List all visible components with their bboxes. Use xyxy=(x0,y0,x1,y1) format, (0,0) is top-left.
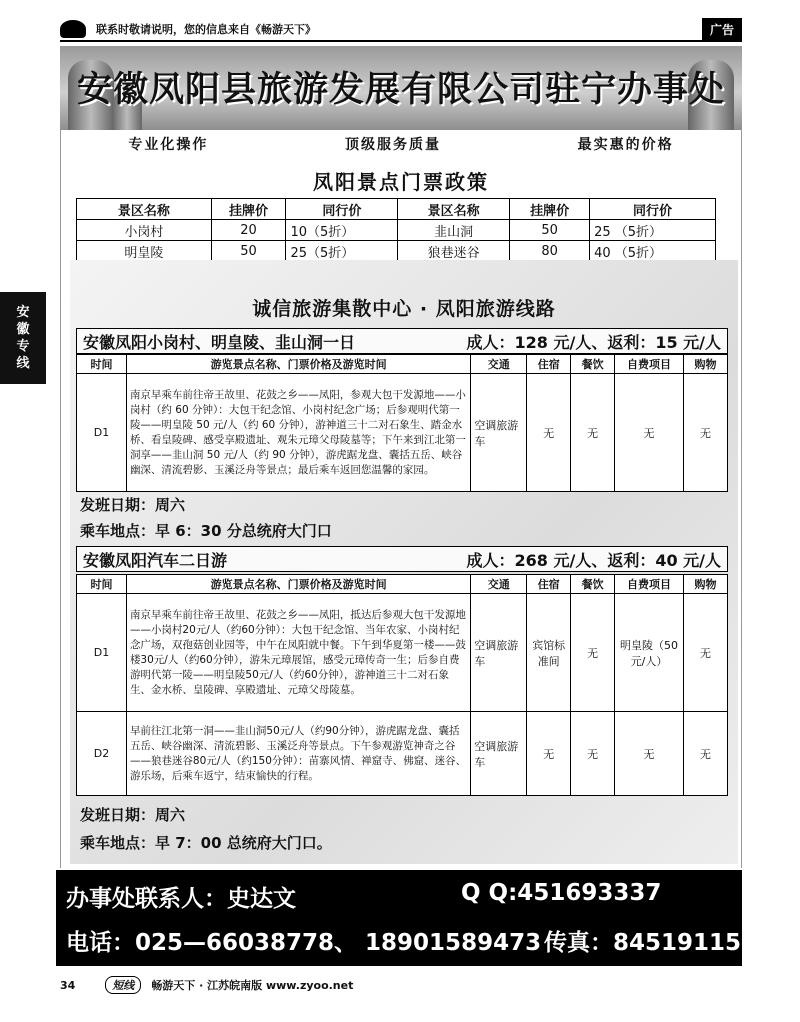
col-header: 同行价 xyxy=(286,199,398,220)
contact-row-2 xyxy=(66,924,742,957)
table-row xyxy=(77,374,728,492)
extra-cell: 无 xyxy=(615,712,684,796)
contact-row-1 xyxy=(66,880,732,913)
shopping-cell: 无 xyxy=(684,594,728,712)
col-header: 交通 xyxy=(471,355,527,374)
lodging-cell: 无 xyxy=(527,374,571,492)
table-cell: 50 xyxy=(510,220,590,241)
col-header: 挂牌价 xyxy=(211,199,286,220)
meals-cell: 无 xyxy=(571,374,615,492)
col-header: 景区名称 xyxy=(398,199,510,220)
contact-phone: 电话：025—66038778、 18901589473 xyxy=(66,930,542,956)
table-cell: 狼巷迷谷 xyxy=(398,241,510,262)
col-header: 游览景点名称、门票价格及游览时间 xyxy=(126,355,470,374)
table-header-row xyxy=(77,575,728,594)
table-header-row xyxy=(77,355,728,374)
table-cell: 40 （5折） xyxy=(590,241,716,262)
table-cell: 25 （5折） xyxy=(590,220,716,241)
slogans xyxy=(60,134,742,156)
col-header: 住宿 xyxy=(527,355,571,374)
side-category-tab xyxy=(0,292,46,384)
shopping-cell: 无 xyxy=(684,374,728,492)
side-char: 安 xyxy=(16,305,30,320)
ticket-policy-title: 凤阳景点门票政策 xyxy=(313,170,489,194)
side-char: 徽 xyxy=(16,322,30,337)
header-banner xyxy=(60,46,742,130)
itinerary-desc: 南京早乘车前往帝王故里、花鼓之乡——凤阳，抵达后参观大包干发源地——小岗村20元/人（约60分钟）：大包干纪念馆、当年农家、小岗村纪念广场，双孢菇创业园等，中午在凤阳就中餐。下午到华夏第一楼——鼓楼30元/人（约60分钟），游朱元璋展馆，感受元璋传奇一生；后参自费游明代第一陵——明皇陵50元/人（约60分钟），游神道三十二对石象生、金水桥、皇陵碑、享殿遗址、元璋父母陵墓。 xyxy=(126,594,470,712)
table-header-row xyxy=(77,199,716,220)
col-header: 游览景点名称、门票价格及游览时间 xyxy=(126,575,470,594)
table-row xyxy=(77,241,716,262)
slogan: 顶级服务质量 xyxy=(344,137,441,153)
trip1-name: 安徽凤阳小岗村、明皇陵、韭山洞一日 xyxy=(83,332,356,352)
col-header: 挂牌价 xyxy=(510,199,590,220)
page-footer xyxy=(60,974,742,996)
trip1-depart: 发班日期：周六 xyxy=(80,496,186,514)
transport-cell: 空调旅游车 xyxy=(471,712,527,796)
col-header: 时间 xyxy=(77,355,127,374)
transport-cell: 空调旅游车 xyxy=(471,594,527,712)
table-row xyxy=(77,594,728,712)
table-cell: 25（5折） xyxy=(286,241,398,262)
col-header: 景区名称 xyxy=(77,199,212,220)
lodging-cell: 无 xyxy=(527,712,571,796)
extra-cell: 无 xyxy=(615,374,684,492)
meals-cell: 无 xyxy=(571,594,615,712)
side-char: 线 xyxy=(16,356,30,371)
magazine-logo-icon xyxy=(60,20,86,38)
footer-text: 畅游天下 · 江苏皖南版 www.zyoo.net xyxy=(151,979,354,992)
col-header: 自费项目 xyxy=(615,575,684,594)
table-row xyxy=(77,220,716,241)
trip2-header xyxy=(76,546,728,572)
contact-qq: Q Q:451693337 xyxy=(461,880,662,906)
slogan: 最实惠的价格 xyxy=(577,137,674,153)
transport-cell: 空调旅游车 xyxy=(471,374,527,492)
shopping-cell: 无 xyxy=(684,712,728,796)
col-header: 住宿 xyxy=(527,575,571,594)
col-header: 同行价 xyxy=(590,199,716,220)
itinerary-desc: 早前往江北第一洞——韭山洞50元/人（约90分钟），游虎踞龙盘、囊括五岳、峡谷幽深、清流碧影、玉溪泛舟等景点。下午参观游览神奇之谷——狼巷迷谷80元/人（约150分钟）：苗寨风情、禅窟寺、佛窟、迷谷、游乐场，后乘车返宁，结束愉快的行程。 xyxy=(126,712,470,796)
slogan: 专业化操作 xyxy=(128,137,209,153)
col-header: 餐饮 xyxy=(571,575,615,594)
table-cell: 10（5折） xyxy=(286,220,398,241)
trip1-pickup: 乘车地点：早 6：30 分总统府大门口 xyxy=(80,522,332,540)
side-char: 专 xyxy=(16,339,30,354)
trip2-itinerary-table xyxy=(76,574,728,796)
table-row xyxy=(77,712,728,796)
table-cell: 20 xyxy=(211,220,286,241)
meals-cell: 无 xyxy=(571,712,615,796)
section-tag: 短线 xyxy=(105,976,141,994)
contact-box xyxy=(56,870,742,966)
table-cell: 韭山洞 xyxy=(398,220,510,241)
table-cell: 明皇陵 xyxy=(77,241,212,262)
contact-fax: 传真：84519115 xyxy=(544,930,742,956)
col-header: 自费项目 xyxy=(615,355,684,374)
extra-cell: 明皇陵（50 元/人） xyxy=(615,594,684,712)
table-cell: 小岗村 xyxy=(77,220,212,241)
table-cell: 80 xyxy=(510,241,590,262)
trip1-header xyxy=(76,328,728,354)
col-header: 时间 xyxy=(77,575,127,594)
col-header: 餐饮 xyxy=(571,355,615,374)
itinerary-desc: 南京早乘车前往帝王故里、花鼓之乡——凤阳，参观大包干发源地——小岗村（约 60 分钟）：大包干纪念馆、小岗村纪念广场；后参观明代第一陵——明皇陵 50 元/人（约 60 分钟），游神道三十二对石象生、踏金水桥、看皇陵碑、感受享殿遗址、观朱元璋父母陵墓等；下午来到江北第一洞享——韭山洞 50 元/人（约 90 分钟），游虎踞龙盘、囊括五岳、峡谷幽深、清流碧影、玉溪泛舟等景点；最后乘车返回您温馨的家园。 xyxy=(126,374,470,492)
col-header: 购物 xyxy=(684,355,728,374)
day-cell: D1 xyxy=(77,594,127,712)
col-header: 购物 xyxy=(684,575,728,594)
table-cell: 50 xyxy=(211,241,286,262)
trip2-price: 成人：268 元/人、返利：40 元/人 xyxy=(466,550,721,570)
lodging-cell: 宾馆标准间 xyxy=(527,594,571,712)
trip2-name: 安徽凤阳汽车二日游 xyxy=(83,550,228,570)
top-bar xyxy=(60,18,742,42)
page-number: 34 xyxy=(60,978,76,992)
route-title: 诚信旅游集散中心 · 凤阳旅游线路 xyxy=(252,298,556,320)
day-cell: D2 xyxy=(77,712,127,796)
trip2-depart: 发班日期：周六 xyxy=(80,806,186,824)
trip2-pickup: 乘车地点：早 7：00 总统府大门口。 xyxy=(80,834,332,852)
trip1-price: 成人：128 元/人、返利：15 元/人 xyxy=(466,332,721,352)
company-title: 安徽凤阳县旅游发展有限公司驻宁办事处 xyxy=(76,70,725,110)
trip1-itinerary-table xyxy=(76,354,728,492)
col-header: 交通 xyxy=(471,575,527,594)
contact-person: 办事处联系人：史达文 xyxy=(66,886,296,912)
top-note: 联系时敬请说明，您的信息来自《畅游天下》 xyxy=(96,23,316,36)
ad-label: 广告 xyxy=(702,18,742,40)
day-cell: D1 xyxy=(77,374,127,492)
